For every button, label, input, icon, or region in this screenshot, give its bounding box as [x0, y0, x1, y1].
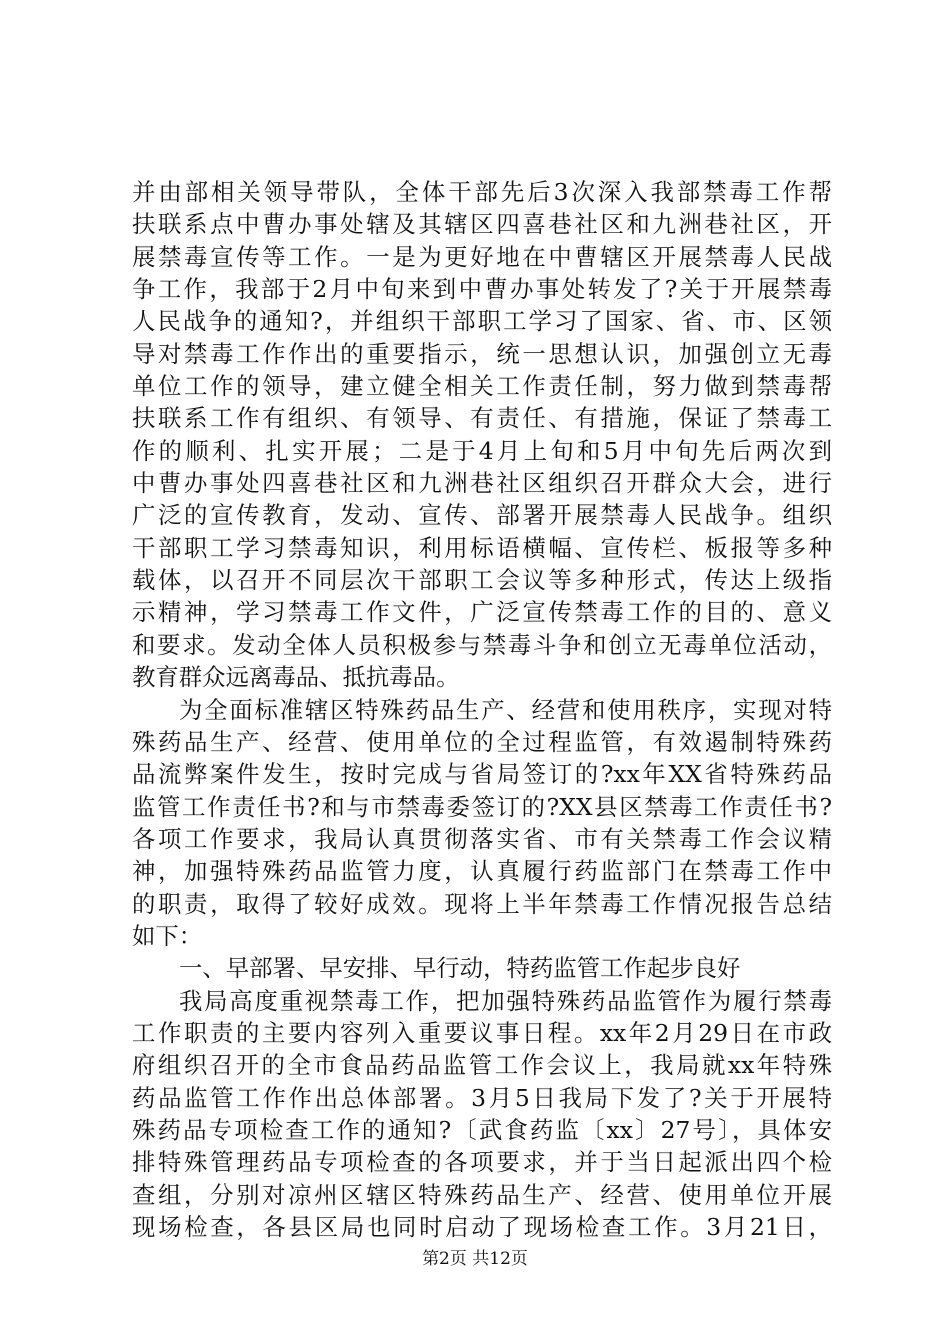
- text-line: 扶联系工作有组织、有领导、有责任、有措施，保证了禁毒工: [132, 404, 832, 433]
- text-line: 如下：: [132, 921, 203, 950]
- text-line: 一、早部署、早安排、早行动，特药监管工作起步良好: [179, 954, 741, 983]
- text-line: 监管工作责任书?和与市禁毒委签订的?XX县区禁毒工作责任书?: [132, 792, 832, 821]
- text-line: 人民战争的通知?，并组织干部职工学习了国家、省、市、区领: [132, 307, 832, 336]
- page-footer: 第2页 共12页: [422, 1249, 528, 1269]
- text-line: 神，加强特殊药品监管力度，认真履行药监部门在禁毒工作中: [132, 857, 832, 886]
- text-line: 我局高度重视禁毒工作，把加强特殊药品监管作为履行禁毒: [179, 986, 832, 1015]
- text-line: 排特殊管理药品专项检查的各项要求，并于当日起派出四个检: [132, 1148, 832, 1177]
- text-line: 查组，分别对凉州区辖区特殊药品生产、经营、使用单位开展: [132, 1180, 832, 1209]
- text-line: 府组织召开的全市食品药品监管工作会议上，我局就xx年特殊: [132, 1051, 832, 1080]
- text-line: 广泛的宣传教育，发动、宣传、部署开展禁毒人民战争。组织: [132, 501, 832, 530]
- body-text: [132, 176, 832, 1243]
- text-line: 药品监管工作作出总体部署。3月5日我局下发了?关于开展特: [132, 1083, 832, 1112]
- text-line: 殊药品生产、经营、使用单位的全过程监管，有效遏制特殊药: [132, 727, 832, 756]
- text-line: 导对禁毒工作作出的重要指示，统一思想认识，加强创立无毒: [132, 339, 832, 368]
- text-line: 各项工作要求，我局认真贯彻落实省、市有关禁毒工作会议精: [132, 824, 832, 853]
- text-line: 现场检查，各县区局也同时启动了现场检查工作。3月21日，: [132, 1213, 832, 1241]
- text-line: 的职责，取得了较好成效。现将上半年禁毒工作情况报告总结: [132, 889, 832, 918]
- text-line: 扶联系点中曹办事处辖及其辖区四喜巷社区和九洲巷社区，开: [132, 210, 832, 239]
- text-line: 作的顺利、扎实开展；二是于4月上旬和5月中旬先后两次到: [132, 436, 832, 465]
- text-line: 和要求。发动全体人员积极参与禁毒斗争和创立无毒单位活动，: [132, 630, 832, 659]
- text-line: 干部职工学习禁毒知识，利用标语横幅、宣传栏、板报等多种: [132, 533, 832, 562]
- text-line: 殊药品专项检查工作的通知?〔武食药监〔xx〕27号〕，具体安: [132, 1115, 832, 1144]
- text-line: 展禁毒宣传等工作。一是为更好地在中曹辖区开展禁毒人民战: [132, 242, 832, 271]
- text-line: 单位工作的领导，建立健全相关工作责任制，努力做到禁毒帮: [132, 372, 832, 401]
- text-line: 品流弊案件发生，按时完成与省局签订的?xx年XX省特殊药品: [132, 760, 832, 789]
- text-line: 示精神，学习禁毒工作文件，广泛宣传禁毒工作的目的、意义: [132, 598, 832, 627]
- text-line: 争工作，我部于2月中旬来到中曹办事处转发了?关于开展禁毒: [132, 275, 832, 304]
- text-line: 中曹办事处四喜巷社区和九洲巷社区组织召开群众大会，进行: [132, 469, 832, 498]
- text-line: 教育群众远离毒品、抵抗毒品。: [132, 663, 460, 692]
- text-line: 并由部相关领导带队，全体干部先后3次深入我部禁毒工作帮: [132, 178, 832, 206]
- text-line: 载体，以召开不同层次干部职工会议等多种形式，传达上级指: [132, 566, 832, 595]
- text-line: 为全面标准辖区特殊药品生产、经营和使用秩序，实现对特: [179, 695, 832, 724]
- text-line: 工作职责的主要内容列入重要议事日程。xx年2月29日在市政: [132, 1018, 832, 1047]
